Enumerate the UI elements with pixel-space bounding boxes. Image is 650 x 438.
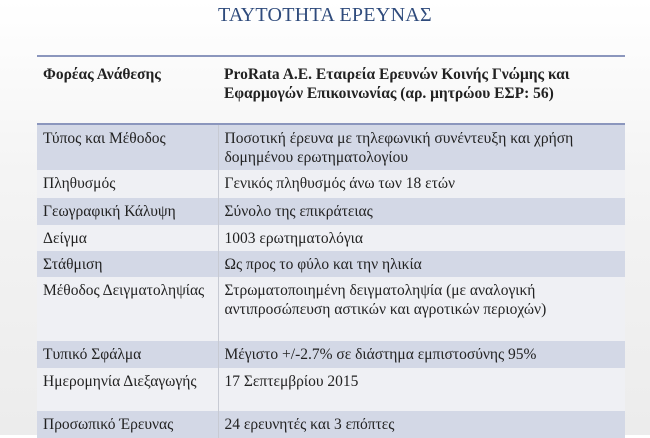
table-row-sample: [37, 225, 625, 251]
row-value: Μέγιστο +/-2.7% σε διάστημα εμπιστοσύνης 95%: [218, 341, 625, 368]
row-label: Δείγμα: [37, 225, 218, 251]
table-row-commissioner: [37, 56, 625, 124]
row-label: Πληθυσμός: [37, 170, 218, 198]
survey-info-table: [37, 55, 625, 438]
row-label: Στάθμιση: [37, 251, 218, 277]
table-row-date: [37, 368, 625, 411]
table-row-type-method: [37, 124, 625, 170]
row-value: Γενικός πληθυσμός άνω των 18 ετών: [218, 170, 625, 198]
table-row-weighting: [37, 251, 625, 277]
table-row-geographic-coverage: [37, 198, 625, 225]
row-value: Ποσοτική έρευνα με τηλεφωνική συνέντευξη και χρήση δομημένου ερωτηματολογίου: [218, 124, 625, 170]
row-label: Ημερομηνία Διεξαγωγής: [37, 368, 218, 411]
row-value: 17 Σεπτεμβρίου 2015: [218, 368, 625, 411]
row-value: Στρωματοποιημένη δειγματοληψία (με αναλογική αντιπροσώπευση αστικών και αγροτικών περιοχών): [218, 277, 625, 341]
row-label: Μέθοδος Δειγματοληψίας: [37, 277, 218, 341]
row-label: Γεωγραφική Κάλυψη: [37, 198, 218, 225]
table-row-population: [37, 170, 625, 198]
row-label: Τυπικό Σφάλμα: [37, 341, 218, 368]
table-row-staff: [37, 411, 625, 438]
row-label: Προσωπικό Έρευνας: [37, 411, 218, 438]
page-title: ΤΑΥΤΟΤΗΤΑ ΕΡΕΥΝΑΣ: [217, 4, 432, 26]
table-row-sampling-method: [37, 277, 625, 341]
row-value: Ως προς το φύλο και την ηλικία: [218, 251, 625, 277]
row-value: 1003 ερωτηματολόγια: [218, 225, 625, 251]
table-row-standard-error: [37, 341, 625, 368]
row-label: Τύπος και Μέθοδος: [37, 124, 218, 170]
row-value: ProRata A.E. Εταιρεία Ερευνών Κοινής Γνώμης και Εφαρμογών Επικοινωνίας (αρ. μητρώου ΕΣΡ: 56): [224, 66, 570, 102]
row-value: 24 ερευνητές και 3 επόπτες: [218, 411, 625, 438]
row-label: Φορέας Ανάθεσης: [43, 66, 161, 83]
row-value: Σύνολο της επικράτειας: [218, 198, 625, 225]
